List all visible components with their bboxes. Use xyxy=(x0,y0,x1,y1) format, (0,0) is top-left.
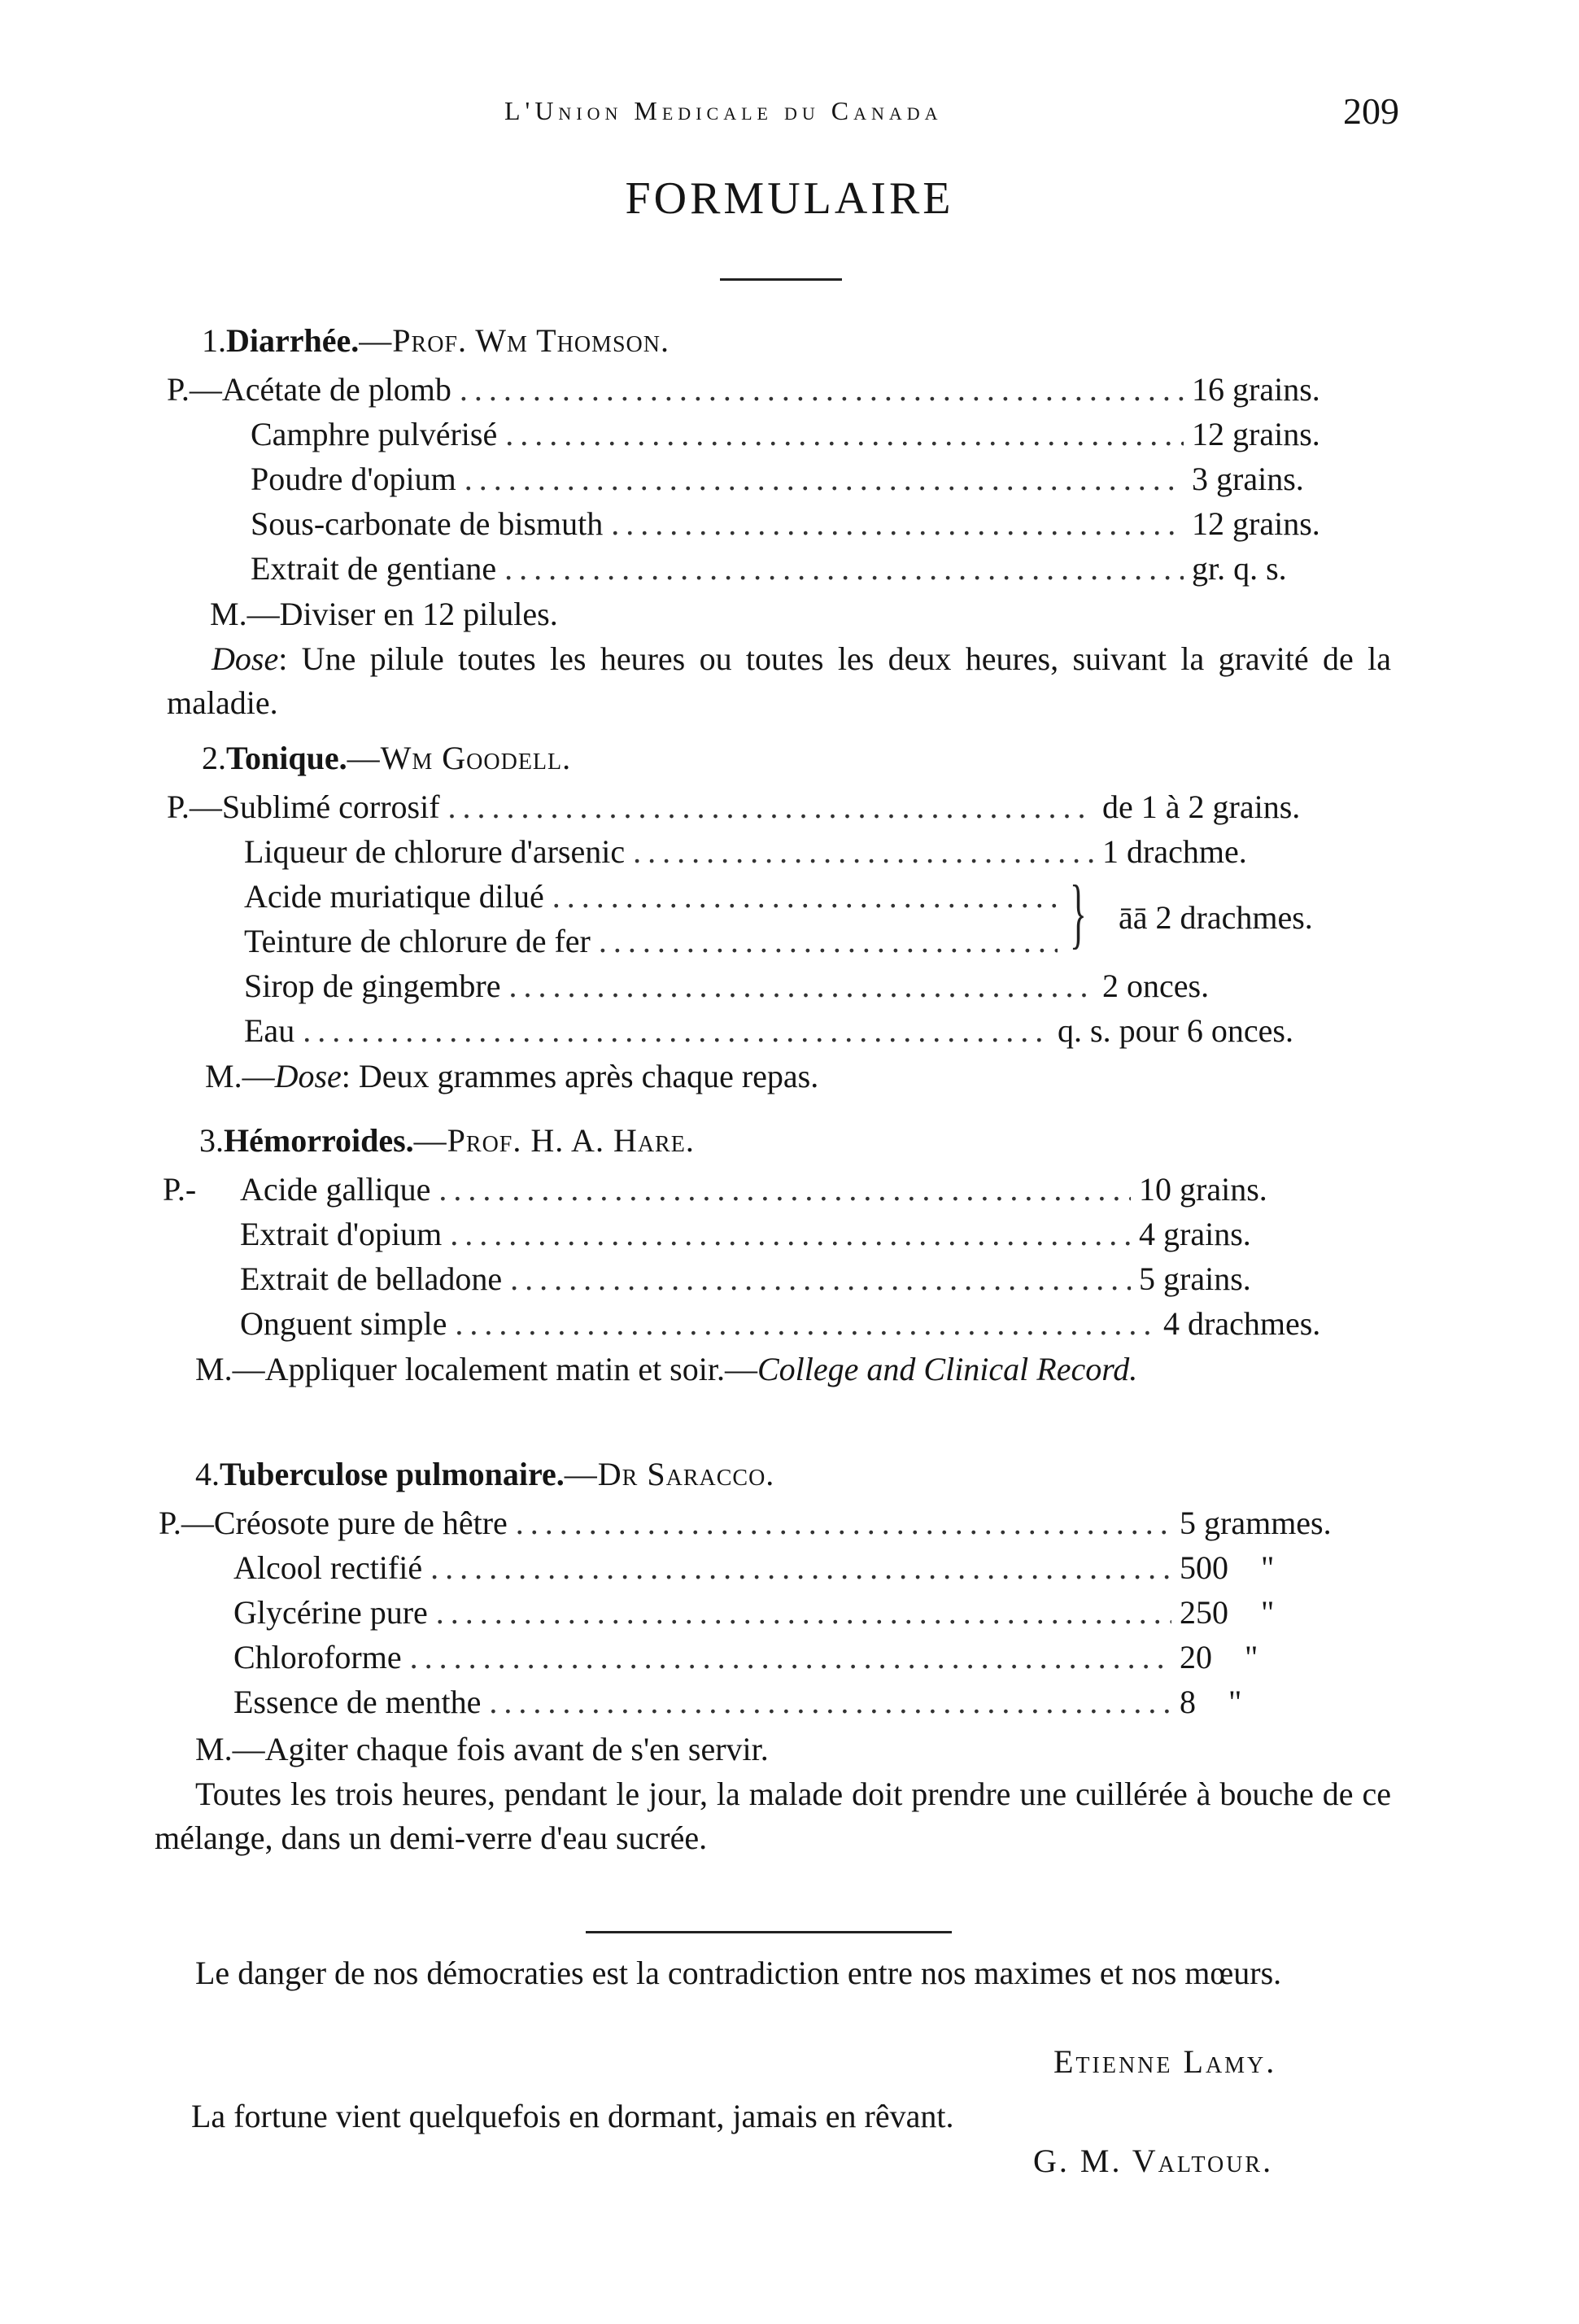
leader-dots xyxy=(505,415,1184,453)
running-header xyxy=(163,90,1399,138)
leader-dots xyxy=(633,832,1094,871)
recipe-2-heading xyxy=(202,739,571,777)
brace-icon: } xyxy=(1070,869,1087,956)
ingredient-qty: 500 " xyxy=(1180,1549,1275,1586)
ingredient-qty: 250 " xyxy=(1180,1594,1275,1631)
recipe-number: 3. xyxy=(199,1122,224,1159)
ingredient-name: Créosote pure de hêtre xyxy=(213,1505,508,1541)
leader-dots xyxy=(448,788,1094,826)
recipe-instructions: Toutes les trois heures, pendant le jour, la malade doit prendre une cuillérée à bouche de ce mélange, dans un demi-verre d'eau sucrée. xyxy=(155,1776,1391,1856)
ingredient-qty: 1 drachme. xyxy=(1102,833,1247,870)
recipe-author: —Prof. H. A. Hare. xyxy=(413,1122,695,1159)
leader-dots xyxy=(460,370,1184,408)
recipe-dose xyxy=(205,1055,1385,1099)
quote-2-author: G. M. Valtour. xyxy=(1033,2143,1274,2179)
recipe-mix-instruction: M.—Agiter chaque fois avant de s'en servir. xyxy=(195,1731,769,1767)
recipe-application xyxy=(159,1348,1391,1391)
ingredient-row xyxy=(244,877,1066,916)
ingredient-name: Poudre d'opium xyxy=(251,461,456,497)
recipe-condition: Tonique. xyxy=(226,740,347,776)
ingredient-name: Chloroforme xyxy=(233,1639,402,1675)
dose-text: : Deux grammes après chaque repas. xyxy=(341,1058,819,1094)
recipe-author: —Prof. Wm Thomson. xyxy=(359,322,670,359)
ingredient-name: Teinture de chlorure de fer xyxy=(244,923,591,959)
ingredient-name: Glycérine pure xyxy=(233,1594,428,1631)
ingredient-row: P.— Acétate de plomb ..... 16 grains. xyxy=(167,370,1391,409)
ingredient-qty: 5 grammes. xyxy=(1180,1505,1332,1541)
ingredient-qty: 10 grains. xyxy=(1139,1171,1267,1208)
ingredient-name: Sous-carbonate de bismuth xyxy=(251,505,604,542)
ingredient-qty: gr. q. s. xyxy=(1192,550,1287,587)
recipe-number: 4. xyxy=(195,1456,220,1492)
ingredient-qty: 5 grains. xyxy=(1139,1260,1251,1297)
ingredient-qty: 20 " xyxy=(1180,1639,1258,1675)
leader-dots xyxy=(599,922,1058,960)
recipe-mix-instruction: M.—Diviser en 12 pilules. xyxy=(210,596,558,632)
ingredient-row xyxy=(233,1549,1391,1588)
quote-1-text: Le danger de nos démocraties est la contradiction entre nos maximes et nos mœurs. xyxy=(195,1955,1282,1991)
ingredient-name: Acétate de plomb xyxy=(221,371,451,408)
ingredient-name: Extrait d'opium xyxy=(240,1216,443,1252)
recipe-3-heading xyxy=(199,1121,695,1160)
leader-dots xyxy=(552,877,1058,915)
ingredient-row xyxy=(240,1215,1359,1254)
leader-dots xyxy=(516,1504,1171,1542)
ingredient-qty: q. s. pour 6 onces. xyxy=(1058,1012,1293,1049)
recipe-1-heading xyxy=(202,321,670,360)
ingredient-row xyxy=(240,1304,1383,1343)
ingredient-name: Sublimé corrosif xyxy=(221,788,440,825)
ingredient-row xyxy=(244,922,1066,961)
recipe-4-heading xyxy=(195,1455,774,1493)
ingredient-row xyxy=(233,1593,1391,1632)
running-title: L'Union Medicale du Canada xyxy=(504,96,943,125)
ingredient-row: P.— Créosote pure de hêtre ..... 5 grammes. xyxy=(159,1504,1391,1543)
leader-dots xyxy=(455,1304,1155,1343)
leader-dots xyxy=(303,1011,1049,1050)
leader-dots xyxy=(465,460,1184,498)
ingredient-row xyxy=(251,505,1391,544)
recipe-condition: Hémorroides. xyxy=(224,1122,414,1159)
leader-dots xyxy=(611,505,1184,543)
leader-dots xyxy=(436,1593,1171,1632)
leader-dots xyxy=(430,1549,1171,1587)
leader-dots xyxy=(509,967,1095,1005)
leader-dots xyxy=(438,1170,1131,1208)
mix-label: M.— xyxy=(205,1058,275,1094)
ingredient-name: Extrait de gentiane xyxy=(251,550,497,587)
recipe-dose xyxy=(167,637,1391,725)
section-divider xyxy=(586,1931,952,1933)
ingredient-qty: 4 grains. xyxy=(1139,1216,1251,1252)
leader-dots xyxy=(410,1638,1171,1676)
leader-dots xyxy=(489,1683,1171,1721)
ingredient-qty: 2 onces. xyxy=(1102,968,1210,1004)
ingredient-name: Acide gallique xyxy=(240,1171,431,1208)
ingredient-row xyxy=(244,832,1391,872)
dose-label: Dose xyxy=(212,640,279,677)
source-citation: College and Clinical Record. xyxy=(757,1351,1138,1387)
ingredient-qty: 8 " xyxy=(1180,1684,1242,1720)
ingredient-qty: de 1 à 2 grains. xyxy=(1102,788,1301,825)
ingredient-name: Alcool rectifié xyxy=(233,1549,423,1586)
ingredient-row xyxy=(251,549,1391,588)
mix-instruction: M.—Appliquer localement matin et soir.— xyxy=(195,1351,757,1387)
ingredient-name: Camphre pulvérisé xyxy=(251,416,498,452)
ingredient-qty: 12 grains. xyxy=(1192,416,1320,452)
quote-2-text: La fortune vient quelquefois en dormant, jamais en rêvant. xyxy=(191,2098,954,2134)
recipe-author: —Dr Saracco. xyxy=(564,1456,775,1492)
title-divider xyxy=(720,278,842,281)
leader-dots xyxy=(510,1260,1131,1298)
ingredient-name: Acide muriatique dilué xyxy=(244,878,544,915)
ingredient-name: Essence de menthe xyxy=(233,1684,482,1720)
grouped-quantity: āā 2 drachmes. xyxy=(1119,899,1313,936)
page-number: 209 xyxy=(1343,90,1399,132)
recipe-condition: Tuberculose pulmonaire. xyxy=(220,1456,565,1492)
ingredient-row xyxy=(244,1011,1391,1051)
recipe-author: —Wm Goodell. xyxy=(347,740,572,776)
quote-1-author: Etienne Lamy. xyxy=(1053,2043,1277,2080)
dose-label: Dose xyxy=(274,1058,342,1094)
ingredient-name: Extrait de belladone xyxy=(240,1260,503,1297)
ingredient-name: Eau xyxy=(244,1012,295,1049)
ingredient-qty: 4 drachmes. xyxy=(1163,1305,1321,1342)
ingredient-row xyxy=(251,460,1391,499)
recipe-number: 1. xyxy=(202,322,226,359)
ingredient-row xyxy=(233,1638,1391,1677)
recipe-number: 2. xyxy=(202,740,226,776)
ingredient-name: Onguent simple xyxy=(240,1305,447,1342)
leader-dots xyxy=(450,1215,1131,1253)
recipe-condition: Diarrhée. xyxy=(226,322,360,359)
ingredient-row: P.— Sublimé corrosif ..... de 1 à 2 grains. xyxy=(167,788,1391,827)
ingredient-row xyxy=(240,1260,1359,1299)
section-title: FORMULAIRE xyxy=(625,173,954,224)
ingredient-name: Liqueur de chlorure d'arsenic xyxy=(244,833,626,870)
dose-text: : Une pilule toutes les heures ou toutes les deux heures, suivant la gravité de la maladie. xyxy=(167,640,1391,721)
ingredient-qty: 16 grains. xyxy=(1192,371,1320,408)
ingredient-row xyxy=(244,967,1391,1006)
ingredient-row xyxy=(251,415,1391,454)
ingredient-qty: 3 grains. xyxy=(1192,461,1304,497)
ingredient-row: P.- Acide gallique ..... 10 grains. xyxy=(163,1170,1359,1209)
leader-dots xyxy=(504,549,1184,588)
ingredient-qty: 12 grains. xyxy=(1192,505,1320,542)
ingredient-name: Sirop de gingembre xyxy=(244,968,501,1004)
ingredient-row xyxy=(233,1683,1391,1722)
